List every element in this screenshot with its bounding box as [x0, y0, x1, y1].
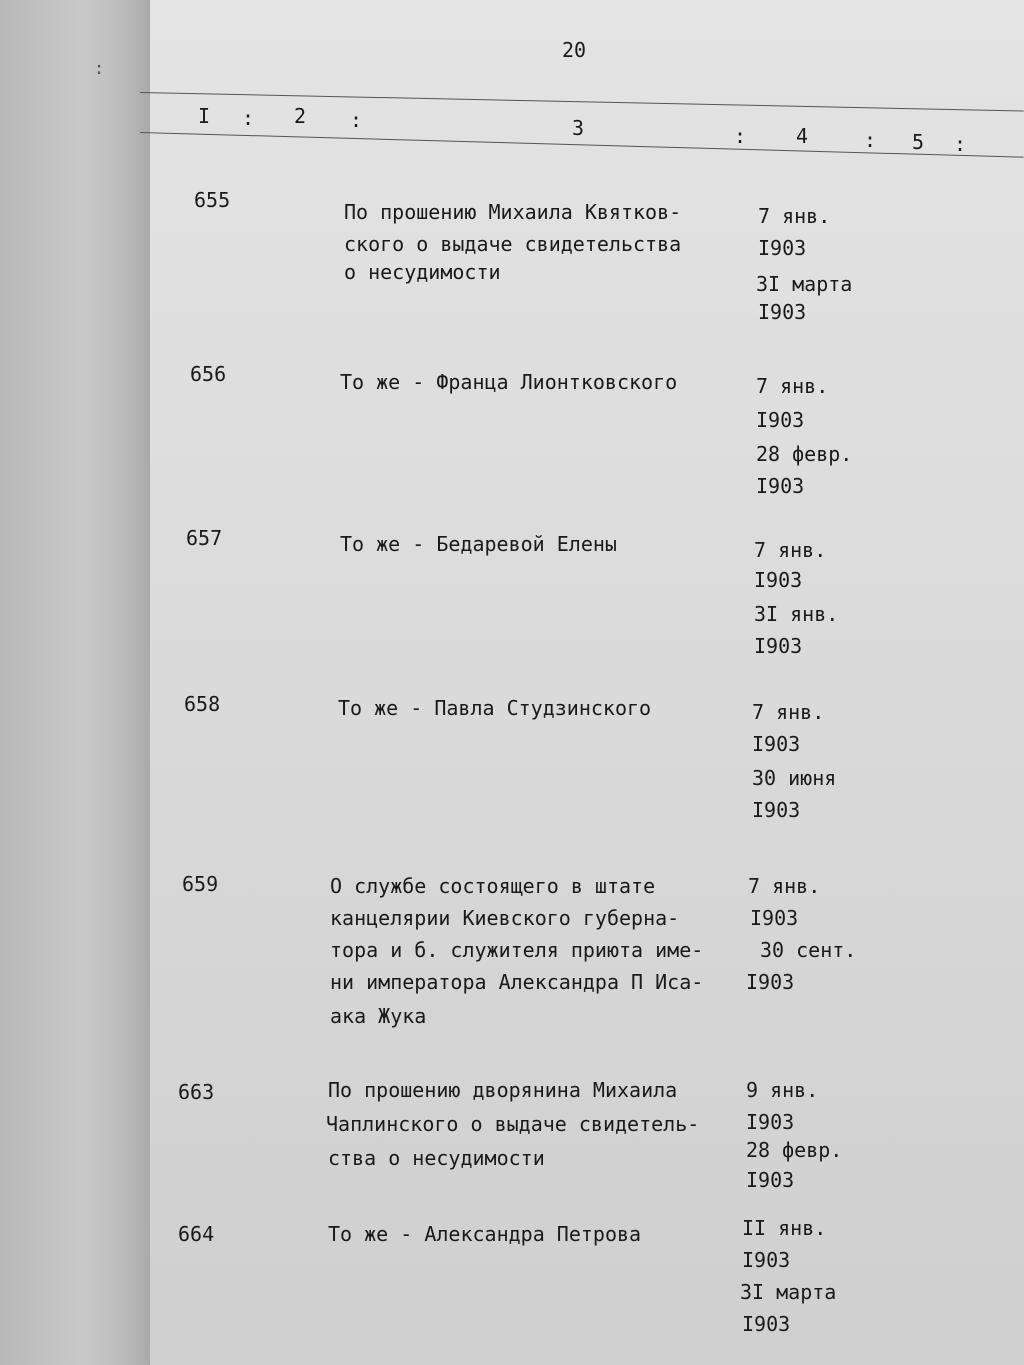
record-date-line: I903 [756, 474, 805, 498]
record-title-line: По прошению дворянина Михаила [328, 1078, 678, 1102]
record-date-line: 28 февр. [756, 442, 853, 466]
record-date-line: I903 [746, 1110, 795, 1134]
record-date-line: 7 янв. [748, 874, 821, 898]
column-header-5: 5 [912, 130, 925, 154]
page-number: 20 [562, 38, 587, 62]
record-date-line: I903 [742, 1312, 791, 1336]
record-number: 657 [186, 526, 223, 550]
record-date-line: I903 [752, 798, 801, 822]
record-date-line: I903 [756, 408, 805, 432]
record-date-line: 7 янв. [754, 538, 827, 562]
column-separator: : [954, 132, 967, 156]
record-date-line: 3I марта [740, 1280, 837, 1304]
record-date-line: 9 янв. [746, 1078, 819, 1102]
record-title-line: тора и б. служителя приюта име- [330, 938, 704, 962]
record-title-line: ства о несудимости [328, 1146, 545, 1170]
record-date-line: II янв. [742, 1216, 827, 1240]
record-title-line: Чаплинского о выдаче свидетель- [326, 1112, 700, 1136]
record-title-line: канцелярии Киевского губерна- [330, 906, 680, 930]
column-header-2: 2 [294, 104, 307, 128]
record-number: 664 [178, 1222, 215, 1246]
record-title-line: То же - Павла Студзинского [338, 696, 652, 720]
record-date-line: I903 [758, 236, 807, 260]
column-header-4: 4 [796, 124, 809, 148]
column-separator: : [734, 124, 747, 148]
record-title-line: ского о выдаче свидетельства [344, 232, 682, 256]
record-number: 656 [190, 362, 227, 386]
record-date-line: 30 июня [752, 766, 837, 790]
margin-mark: : [93, 58, 105, 79]
record-date-line: I903 [754, 634, 803, 658]
record-title-line: То же - Франца Лионтковского [340, 370, 678, 394]
record-number: 658 [184, 692, 221, 716]
record-date-line: 3I марта [756, 272, 853, 296]
record-title-line: ака Жука [330, 1004, 427, 1028]
record-date-line: I903 [752, 732, 801, 756]
record-date-line: 7 янв. [756, 374, 829, 398]
record-date-line: I903 [758, 300, 807, 324]
column-separator: : [350, 108, 363, 132]
record-date-line: 3I янв. [754, 602, 839, 626]
record-number: 659 [182, 872, 219, 896]
column-separator: : [242, 106, 255, 130]
record-title-line: ни императора Александра П Иса- [330, 970, 704, 994]
record-date-line: 30 сент. [760, 938, 857, 962]
record-date-line: 7 янв. [758, 204, 831, 228]
record-date-line: I903 [746, 1168, 795, 1192]
column-separator: : [864, 128, 877, 152]
record-number: 663 [178, 1080, 215, 1104]
record-title-line: о несудимости [344, 260, 501, 284]
record-date-line: I903 [742, 1248, 791, 1272]
column-header-1: I [198, 104, 211, 128]
binding-shadow [0, 0, 150, 1365]
record-title-line: То же - Бедаревой Елены [340, 532, 617, 556]
record-date-line: 28 февр. [746, 1138, 843, 1162]
record-title-line: По прошению Михаила Квятков- [344, 200, 682, 224]
record-number: 655 [194, 188, 231, 212]
record-title-line: То же - Александра Петрова [328, 1222, 642, 1246]
record-date-line: I903 [754, 568, 803, 592]
record-date-line: I903 [750, 906, 799, 930]
record-date-line: 7 янв. [752, 700, 825, 724]
record-title-line: О службе состоящего в штате [330, 874, 656, 898]
column-header-3: 3 [572, 116, 585, 140]
record-date-line: I903 [746, 970, 795, 994]
